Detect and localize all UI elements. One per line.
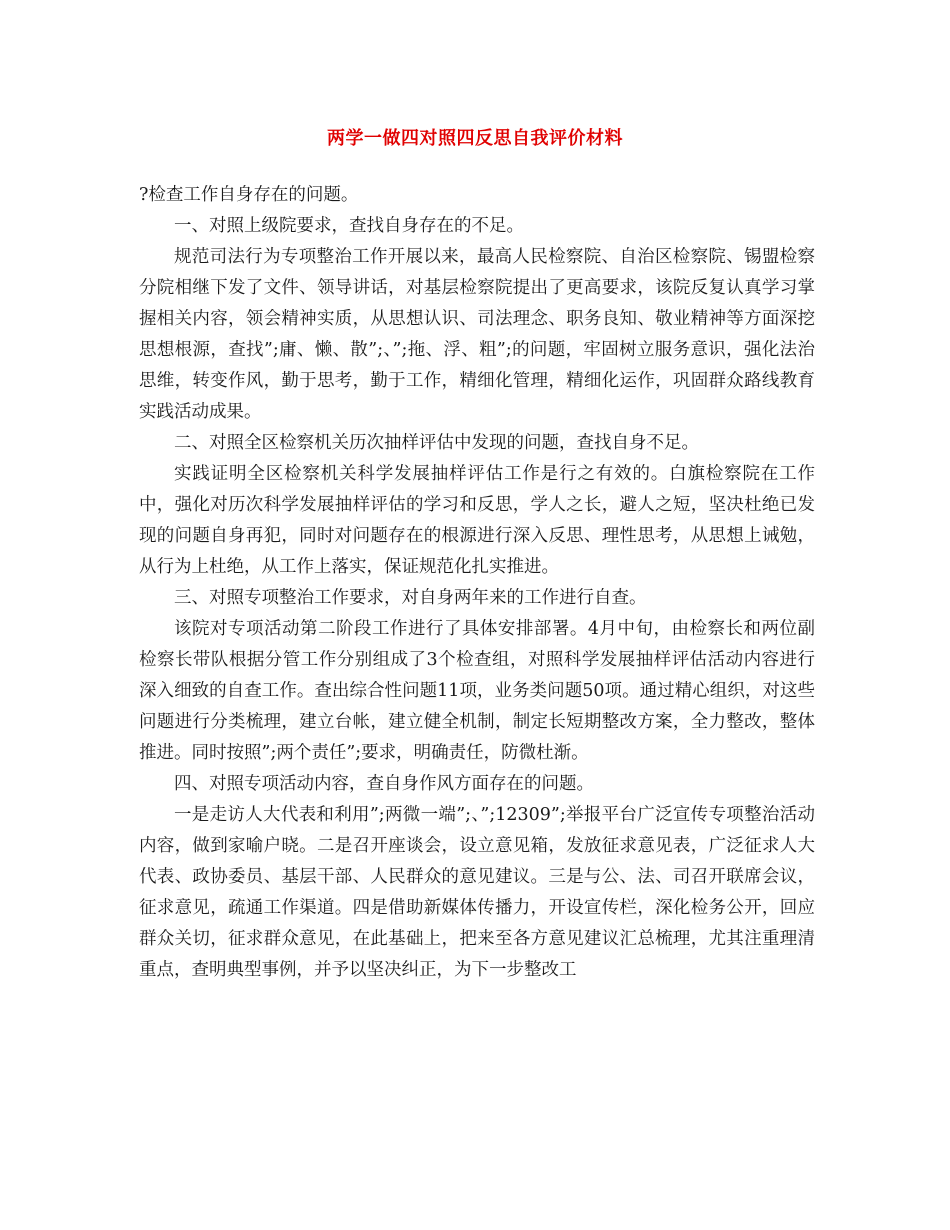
section-heading-2: 二、对照全区检察机关历次抽样评估中发现的问题，查找自身不足。 xyxy=(174,433,699,453)
section-heading-3: 三、对照专项整治工作要求，对自身两年来的工作进行自查。 xyxy=(174,588,647,608)
paragraph-lead: ?检查工作自身存在的问题。 xyxy=(139,185,359,205)
section-heading-1: 一、对照上级院要求，查找自身存在的不足。 xyxy=(174,216,524,236)
document-body xyxy=(139,180,815,986)
paragraph: 规范司法行为专项整治工作开展以来，最高人民检察院、自治区检察院、锡盟检察分院相继下发了文件、领导讲话，对基层检察院提出了更高要求，该院反复认真学习掌握相关内容，领会精神实质，从思想认识、司法理念、职务良知、敬业精神等方面深挖思想根源，查找”;庸、懒、散”;、”;拖、浮、粗”;的问题，牢固树立服务意识，强化法治思维，转变作风，勤于思考，勤于工作，精细化管理，精细化运作，巩固群众路线教育实践活动成果。 xyxy=(139,247,815,422)
paragraph: 该院对专项活动第二阶段工作进行了具体安排部署。4月中旬，由检察长和两位副检察长带队根据分管工作分别组成了3个检查组，对照科学发展抽样评估活动内容进行深入细致的自查工作。查出综合性问题11项，业务类问题50项。通过精心组织，对这些问题进行分类梳理，建立台帐，建立健全机制，制定长短期整改方案，全力整改，整体推进。同时按照”;两个责任”;要求，明确责任，防微杜渐。 xyxy=(139,619,815,763)
paragraph: 一是走访人大代表和利用”;两微一端”;、”;12309”;举报平台广泛宣传专项整治活动内容，做到家喻户晓。二是召开座谈会，设立意见箱，发放征求意见表，广泛征求人大代表、政协委员、基层干部、人民群众的意见建议。三是与公、法、司召开联席会议，征求意见，疏通工作渠道。四是借助新媒体传播力，开设宣传栏，深化检务公开，回应群众关切，征求群众意见，在此基础上，把来至各方意见建议汇总梳理，尤其注重理清重点，查明典型事例，并予以坚决纠正，为下一步整改工 xyxy=(139,805,815,980)
paragraph: 实践证明全区检察机关科学发展抽样评估工作是行之有效的。白旗检察院在工作中，强化对历次科学发展抽样评估的学习和反思，学人之长，避人之短，坚决杜绝已发现的问题自身再犯，同时对问题存在的根源进行深入反思、理性思考，从思想上诫勉，从行为上杜绝，从工作上落实，保证规范化扎实推进。 xyxy=(139,464,815,577)
section-heading-4: 四、对照专项活动内容，查自身作风方面存在的问题。 xyxy=(174,774,594,794)
document-title: 两学一做四对照四反思自我评价材料 xyxy=(327,128,623,149)
